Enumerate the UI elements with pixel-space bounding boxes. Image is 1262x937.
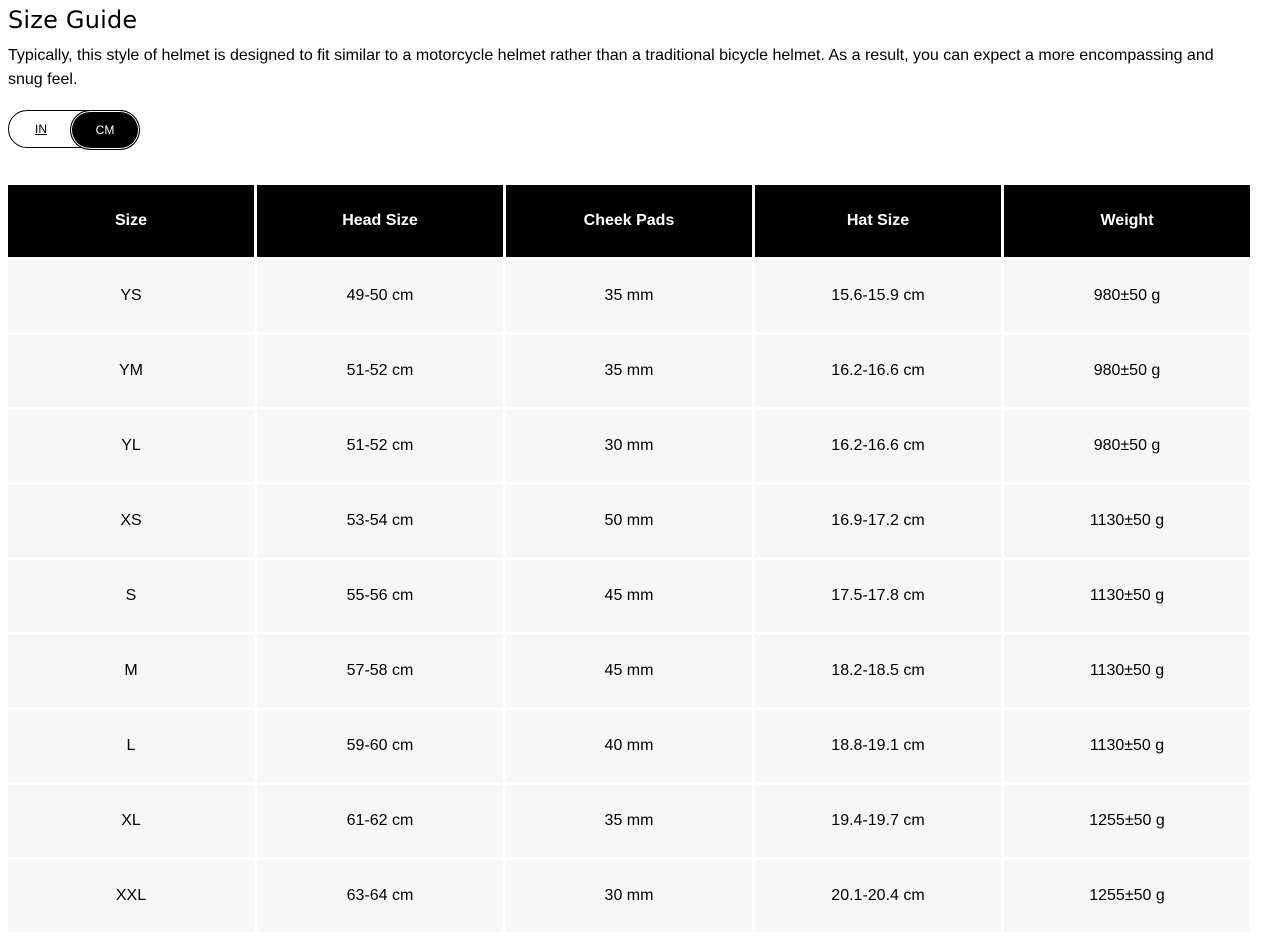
table-cell: M bbox=[8, 635, 254, 707]
table-cell: 1255±50 g bbox=[1004, 785, 1250, 857]
table-cell: 51-52 cm bbox=[257, 335, 503, 407]
table-row bbox=[8, 410, 1250, 482]
table-cell: 40 mm bbox=[506, 710, 752, 782]
table-cell: 53-54 cm bbox=[257, 485, 503, 557]
table-cell: 57-58 cm bbox=[257, 635, 503, 707]
page-title: Size Guide bbox=[8, 6, 138, 34]
column-header-cheek-pads: Cheek Pads bbox=[506, 185, 752, 257]
table-cell: 17.5-17.8 cm bbox=[755, 560, 1001, 632]
table-cell: YM bbox=[8, 335, 254, 407]
table-cell: 30 mm bbox=[506, 410, 752, 482]
table-cell: 45 mm bbox=[506, 560, 752, 632]
table-cell: 61-62 cm bbox=[257, 785, 503, 857]
table-cell: 35 mm bbox=[506, 785, 752, 857]
table-cell: 20.1-20.4 cm bbox=[755, 860, 1001, 932]
table-cell: XXL bbox=[8, 860, 254, 932]
table-cell: 30 mm bbox=[506, 860, 752, 932]
table-cell: 50 mm bbox=[506, 485, 752, 557]
table-cell: 19.4-19.7 cm bbox=[755, 785, 1001, 857]
table-cell: 1130±50 g bbox=[1004, 485, 1250, 557]
table-row bbox=[8, 335, 1250, 407]
table-cell: 16.2-16.6 cm bbox=[755, 335, 1001, 407]
table-cell: 980±50 g bbox=[1004, 410, 1250, 482]
table-cell: 980±50 g bbox=[1004, 260, 1250, 332]
table-header-row bbox=[8, 185, 1250, 257]
table-cell: S bbox=[8, 560, 254, 632]
table-row bbox=[8, 785, 1250, 857]
table-cell: 16.9-17.2 cm bbox=[755, 485, 1001, 557]
table-cell: 35 mm bbox=[506, 335, 752, 407]
column-header-size: Size bbox=[8, 185, 254, 257]
size-guide-description: Typically, this style of helmet is designed to fit similar to a motorcycle helmet rather than a traditional bicycle helmet. As a result, you can expect a more encompassing and snug feel. bbox=[8, 47, 1214, 88]
table-cell: 59-60 cm bbox=[257, 710, 503, 782]
table-cell: 1255±50 g bbox=[1004, 860, 1250, 932]
table-cell: 16.2-16.6 cm bbox=[755, 410, 1001, 482]
table-cell: 55-56 cm bbox=[257, 560, 503, 632]
table-row bbox=[8, 860, 1250, 932]
table-cell: 35 mm bbox=[506, 260, 752, 332]
table-cell: XL bbox=[8, 785, 254, 857]
table-row bbox=[8, 710, 1250, 782]
table-cell: 51-52 cm bbox=[257, 410, 503, 482]
column-header-hat-size: Hat Size bbox=[755, 185, 1001, 257]
table-cell: 18.8-19.1 cm bbox=[755, 710, 1001, 782]
table-cell: 980±50 g bbox=[1004, 335, 1250, 407]
table-cell: 63-64 cm bbox=[257, 860, 503, 932]
table-cell: 1130±50 g bbox=[1004, 560, 1250, 632]
table-row bbox=[8, 560, 1250, 632]
table-row bbox=[8, 485, 1250, 557]
column-header-weight: Weight bbox=[1004, 185, 1250, 257]
table-cell: 18.2-18.5 cm bbox=[755, 635, 1001, 707]
table-row bbox=[8, 260, 1250, 332]
unit-option-cm[interactable]: CM bbox=[70, 110, 140, 150]
table-cell: 15.6-15.9 cm bbox=[755, 260, 1001, 332]
table-cell: 45 mm bbox=[506, 635, 752, 707]
column-header-head-size: Head Size bbox=[257, 185, 503, 257]
table-cell: XS bbox=[8, 485, 254, 557]
unit-toggle[interactable] bbox=[8, 110, 138, 148]
table-cell: 1130±50 g bbox=[1004, 710, 1250, 782]
table-cell: 1130±50 g bbox=[1004, 635, 1250, 707]
table-cell: L bbox=[8, 710, 254, 782]
table-row bbox=[8, 635, 1250, 707]
table-cell: YL bbox=[8, 410, 254, 482]
table-cell: 49-50 cm bbox=[257, 260, 503, 332]
table-cell: YS bbox=[8, 260, 254, 332]
size-table bbox=[5, 182, 1253, 935]
unit-option-in[interactable]: IN bbox=[35, 122, 47, 136]
